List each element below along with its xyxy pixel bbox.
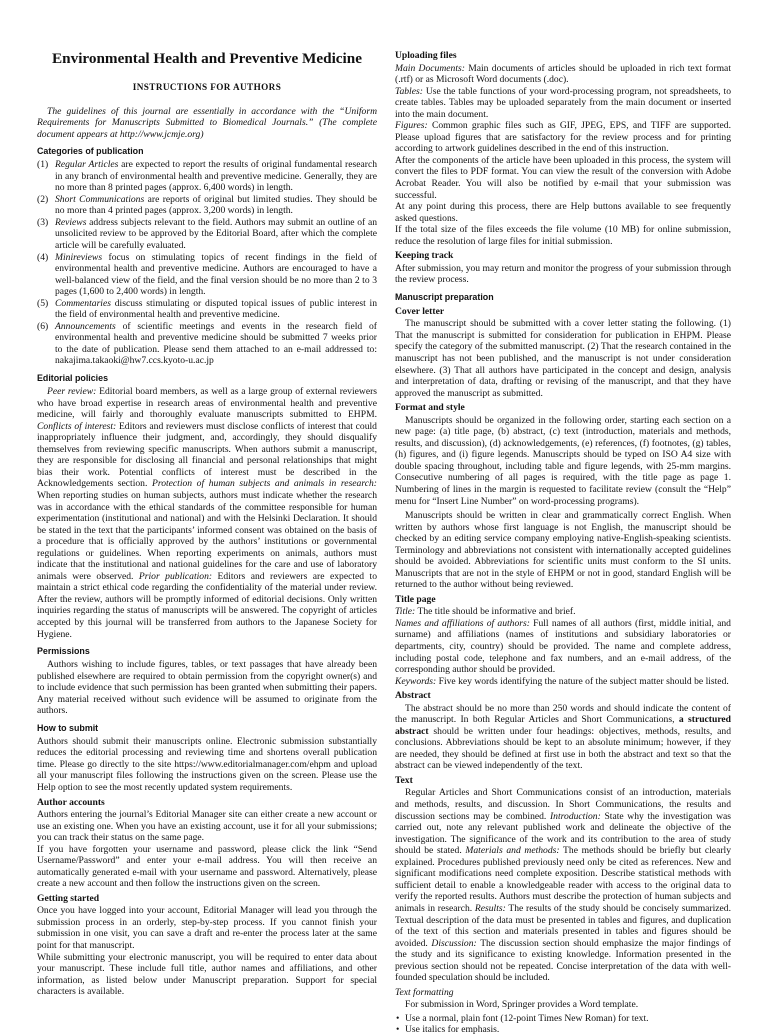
bullet-item: • Use a normal, plain font (12-point Times New Roman) for text. — [395, 1013, 731, 1025]
results-label: Results: — [474, 902, 506, 914]
category-text: discuss stimulating or disputed topical issues of public interest in the field of environmental health and preventive medicine. — [55, 297, 377, 321]
getting-started-text-2: While submitting your electronic manuscript, you will be required to enter data about your manuscript. These include full title, author names and affiliations, and other information, as listed below under Manuscript preparation. Support for special characters is available. — [37, 951, 377, 998]
category-item — [37, 252, 377, 298]
text-heading: Text — [395, 774, 413, 786]
file-size-text: If the total size of the files exceeds the file volume (10 MB) for online submission, reduce the resolution of large files for initial submission. — [395, 224, 731, 247]
category-number: (6) — [37, 320, 49, 332]
category-item — [37, 217, 377, 252]
format-style-heading: Format and style — [395, 402, 465, 414]
title-paragraph — [395, 606, 731, 618]
bullet-item: • Use italics for emphasis. — [395, 1024, 731, 1036]
category-number: (1) — [37, 159, 49, 171]
journal-title: Environmental Health and Preventive Medicine — [52, 50, 362, 67]
page-subtitle: INSTRUCTIONS FOR AUTHORS — [132, 82, 282, 92]
tables-label: Tables: — [395, 85, 423, 97]
category-text: address subjects relevant to the field. Authors may submit an outline of an unsolicited review to be approved by the Editorial Board, after which the complete article will be carefully evaluated. — [55, 216, 377, 252]
category-term: Minireviews — [55, 251, 103, 263]
author-accounts-text-2: If you have forgotten your username and password, please click the link “Send Username/Password” and enter your e-mail address. You will then receive an automatically generated e-mail with your username and password. Alternatively, please create a new account and then follow the instructions given on the screen. — [37, 843, 377, 890]
title-text: The title should be informative and brief. — [415, 606, 576, 618]
tables-paragraph — [395, 86, 731, 121]
abstract-paragraph — [395, 703, 731, 772]
main-documents-label: Main Documents: — [395, 62, 465, 74]
keeping-track-heading: Keeping track — [395, 250, 454, 262]
manuscript-heading: Manuscript preparation — [395, 291, 494, 302]
introduction-label: Introduction: — [549, 810, 601, 822]
names-text: Full names of all authors (first, middle initial, and surname) and affiliations (names of institutions and subsidiary laboratories or departments, city, country) should be provided. The name and complete address, including postal code, telephone and fax numbers, and an e-mail address, of the corresponding author should be provided. — [395, 617, 731, 676]
category-term: Short Communications — [55, 193, 145, 205]
instructions-page — [37, 40, 732, 1036]
figures-label: Figures: — [395, 120, 428, 132]
cover-letter-text: The manuscript should be submitted with a cover letter stating the following. (1) That the manuscript is submitted for consideration for publication in EHPM. Please specify the category of the submitted manuscript. (2) That the research contained in the manuscript has not been published, and the manuscript is not under consideration elsewhere. (3) That all authors have participated in the concept and design, analysis and interpretation of data, drafting or revising of the manuscript, and that they have approved the manuscript as submitted. — [395, 318, 731, 399]
text-paragraph — [395, 787, 731, 983]
methods-text: The methods should be briefly but clearly explained. Procedures published previously need only be cited as references. New and significant modifications need complete exposition. Describe statistical methods with sufficient detail to enable a knowledgeable reader with access to the original data to verify the reported results. Authors must describe the protection of human subjects and animals in research. — [395, 845, 731, 914]
author-accounts-text: Authors entering the journal’s Editorial Manager site can either create a new account or use an existing one. When you have an existing account, use it for all your submissions; you can track their status on the same page. — [37, 809, 377, 844]
methods-label: Materials and methods: — [465, 845, 560, 857]
conflicts-label: Conflicts of interest: — [37, 420, 117, 432]
discussion-label: Discussion: — [431, 937, 477, 949]
discussion-text: The discussion section should emphasize the major findings of the study and its significance to existing knowledge. Information presented in the previous section should not be repeated. Concise interpretation of the data with well-founded speculation should be included. — [395, 937, 732, 984]
help-text: At any point during this process, there are Help buttons available to see frequently asked questions. — [395, 201, 731, 224]
category-item — [37, 298, 377, 321]
names-paragraph — [395, 618, 731, 676]
conflicts-text: Editors and reviewers must disclose conflicts of interest that could inappropriately influence their judgment, and, accordingly, they should disqualify themselves from reviewing specific manuscripts. When authors submit a manuscript, they are responsible for disclosing all financial and personal relationships that might bias their work. Potential conflicts of interest must be described in the Acknowledgements section. — [37, 420, 377, 490]
category-text: are reports of original but limited studies. They should be no more than 4 printed pages (approx. 3,200 words) in length. — [55, 193, 377, 217]
keywords-text: Five key words identifying the nature of the subject matter should be listed. — [436, 675, 729, 687]
getting-started-heading: Getting started — [37, 892, 100, 904]
categories-list — [37, 159, 377, 367]
uploading-heading: Uploading files — [395, 50, 457, 61]
categories-heading: Categories of publication — [37, 146, 144, 157]
right-column — [395, 50, 731, 1036]
introduction-text: State why the investigation was carried out, note any relevant published work and delineate the objective of the investigation. The significance of the work and its contribution to the area of study should be stated. — [395, 810, 731, 857]
left-column — [37, 50, 377, 998]
category-term: Commentaries — [55, 297, 111, 309]
names-label: Names and affiliations of authors: — [395, 617, 530, 629]
how-to-submit-heading: How to submit — [37, 722, 99, 733]
intro-paragraph: The guidelines of this journal are essentially in accordance with the “Uniform Requirements for Manuscripts Submitted to Biomedical Journals.” (The complete document appears at http://www.jcmje.org) — [37, 105, 377, 140]
main-documents-text: Main documents of articles should be uploaded in rich text format (.rtf) or as Microsoft Word documents (.doc). — [395, 62, 731, 86]
keywords-paragraph — [395, 676, 731, 688]
category-number: (5) — [37, 297, 49, 309]
peer-review-label: Peer review: — [47, 386, 97, 398]
tables-text: Use the table functions of your word-processing program, not spreadsheets, to create tables. Tables may be uploaded separately from the main document or inserted into the main document. — [395, 85, 731, 120]
category-term: Reviews — [55, 216, 87, 228]
structured-abstract-emphasis: a structured abstract — [395, 714, 732, 737]
format-style-text: Manuscripts should be organized in the following order, starting each section on a new page: (a) title page, (b) abstract, (c) text (introduction, materials and methods, results, and discussion), (d) acknowledgements, (e) references, (f) footnotes, (g) tables, (h) figures, and (i) figure legends. Manuscripts should be typed on ISO A4 size with double spacing throughout, including table and figure legends, with 25-mm margins. Consecutive numbering of all pages is required, with the title page as page 1. Numbering of lines in the margin is requested to facilitate review (consult the “Help” menu for “Insert Line Number” on word-processing programs). — [395, 414, 731, 507]
figures-paragraph — [395, 120, 731, 155]
keywords-label: Keywords: — [395, 675, 437, 687]
category-item — [37, 159, 377, 194]
formatting-bullets — [395, 1013, 731, 1036]
text-intro: Regular Articles and Short Communications consist of an introduction, materials and methods, results, and discussion. In Short Communications, the results and discussion sections may be combined. — [395, 787, 731, 822]
protection-label: Protection of human subjects and animals in research: — [151, 478, 377, 490]
language-text: Manuscripts should be written in clear and grammatically correct English. When written by authors whose first language is not English, the manuscript should be checked by an editing service company employing native-English-speaking scientists. Terminology and abbreviations not consistent with internationally accepted guidelines should be avoided. Abbreviations for scientific units must conform to the SI units. Manuscripts that are not in the style of EHPM or not in good, standard English will be returned to the author without being reviewed. — [395, 510, 731, 591]
results-text: The results of the study should be concisely summarized. Textual description of the data must be presented in tables and figures, and duplication of the text of this section and materials presented in tables and figures should be avoided. — [395, 902, 731, 949]
how-to-submit-text: Authors should submit their manuscripts online. Electronic submission substantially reduces the editorial processing and reviewing time and shortens overall publication time. Please go directly to the site https://www.editorialmanager.com/ehpm and upload all your manuscript files following the instructions given on the screen. Please use the Help option to see the most recently updated system requirements. — [37, 735, 377, 793]
category-term: Announcements — [55, 320, 116, 332]
keeping-track-text: After submission, you may return and monitor the progress of your submission through the review process. — [395, 262, 731, 286]
category-number: (2) — [37, 193, 49, 205]
editorial-paragraph — [37, 386, 377, 640]
category-item — [37, 321, 377, 367]
abstract-heading: Abstract — [395, 690, 431, 702]
main-documents-paragraph — [395, 63, 731, 86]
protection-text: When reporting studies on human subjects, authors must indicate whether the research was in accordance with the ethical standards of the committee responsible for human experimentation (institutional and national) and with the Helsinki Declaration. It should be stated in the text that the participants’ informed consent was obtained on the basis of a procedure that is officially approved by the authors’ institutions or governmental regulations or guidelines. When reporting experiments on animals, authors must indicate that the institutional and national guidelines for the care and use of laboratory animals were observed. — [37, 489, 377, 582]
prior-publication-text: Editors and reviewers are expected to maintain a strict ethical code regarding the confidentiality of the material under review. After the review, authors will be promptly informed of editorial decisions. Only written inquiries regarding the status of manuscripts will be answered. The copyright of articles accepted by this journal will be transferred from authors to the Japanese Society for Hygiene. — [37, 570, 377, 640]
text-formatting-heading: Text formatting — [395, 986, 454, 998]
getting-started-text: Once you have logged into your account, Editorial Manager will lead you through the submission process in an orderly, step-by-step process. If you cannot finish your submission in one visit, you can save a draft and re-enter the process later at the same point for that manuscript. — [37, 905, 377, 951]
category-number: (3) — [37, 216, 49, 228]
author-accounts-heading: Author accounts — [37, 796, 105, 808]
text-formatting-intro: For submission in Word, Springer provides a Word template. — [405, 999, 639, 1011]
conversion-text: After the components of the article have been uploaded in this process, the system will convert the files to PDF format. You can view the result of the conversion with Adobe Acrobat Reader. You will also be notified by e-mail that your submission was successful. — [395, 154, 731, 201]
abstract-text: The abstract should be no more than 250 words and should indicate the content of the manuscript. In both Regular Articles and Short Communications, — [395, 702, 731, 726]
title-label: Title: — [395, 606, 416, 618]
figures-text: Common graphic files such as GIF, JPEG, EPS, and TIFF are supported. Please upload figures that are satisfactory for the review process and for printing according to artwork guidelines described in the end of this instruction. — [395, 120, 731, 155]
category-number: (4) — [37, 251, 49, 263]
title-page-heading: Title page — [395, 593, 436, 605]
category-term: Regular Articles — [55, 159, 119, 171]
prior-publication-label: Prior publication: — [138, 570, 213, 582]
peer-review-text: Editorial board members, as well as a large group of external reviewers who have broad expertise in research areas of environmental health and preventive medicine, will fairly and thoroughly evaluate manuscripts submitted to EHPM. — [37, 386, 378, 421]
category-text: focus on stimulating topics of recent findings in the field of environmental health and preventive medicine. Authors are encouraged to have a well-balanced view of the field, and the final version should be no more than 2 to 3 pages (1,600 to 2,400 words) in length. — [55, 251, 377, 298]
category-item — [37, 194, 377, 217]
permissions-text: Authors wishing to include figures, tables, or text passages that have already been published elsewhere are required to obtain permission from the copyright owner(s) and to include evidence that such permission has been granted when submitting their papers. Any material received without such evidence will be assumed to originate from the authors. — [37, 659, 377, 717]
cover-letter-heading: Cover letter — [395, 305, 445, 317]
abstract-text-2: should be written under four headings: objectives, methods, results, and conclusions. Abbreviations should be kept to an absolute minimum; however, if they are needed, they should be defined at first use in both the abstract and text so that the abstract can be viewed independently of the text. — [395, 725, 731, 772]
category-text: of scientific meetings and events in the research field of environmental health and preventive medicine should be submitted 7 weeks prior to the date of publication. Please send them attached to an e-mail addressed to: nakajima.takaoki@hw7.ccs.kyoto-u.ac.jp — [55, 320, 377, 367]
category-text: are expected to report the results of original fundamental research in any branch of environmental health and preventive medicine. Generally, they are no more than 8 printed pages (approx. 6,400 words) in length. — [55, 159, 377, 194]
editorial-heading: Editorial policies — [37, 373, 109, 384]
permissions-heading: Permissions — [37, 646, 90, 657]
